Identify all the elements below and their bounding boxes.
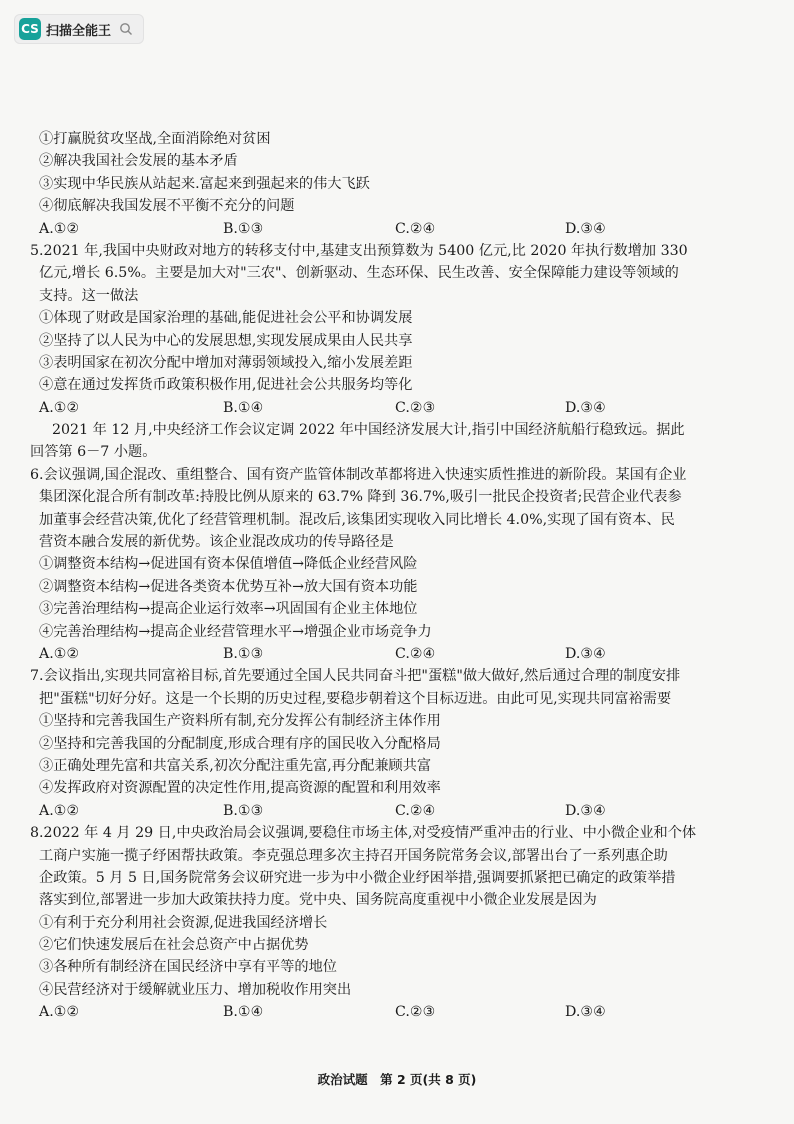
- answer-option: A.①②: [39, 399, 80, 416]
- text-line: ①调整资本结构→促进国有资本保值增值→降低企业经营风险: [39, 556, 418, 573]
- text-line: 工商户实施一揽子纾困帮扶政策。李克强总理多次主持召开国务院常务会议,部署出台了一系列惠企助: [39, 847, 668, 864]
- answer-options: [30, 1001, 774, 1023]
- text-line: ②解决我国社会发展的基本矛盾: [39, 153, 238, 170]
- answer-options: [30, 800, 774, 822]
- text-line: 支持。这一做法: [39, 287, 139, 304]
- text-line: 7.会议指出,实现共同富裕目标,首先要通过全国人民共同奋斗把"蛋糕"做大做好,然后通过合理的制度安排: [30, 668, 681, 685]
- text-line: 营资本融合发展的新优势。该企业混改成功的传导路径是: [39, 534, 394, 551]
- text-line: 8.2022 年 4 月 29 日,中央政治局会议强调,要稳住市场主体,对受疫情严重冲击的行业、中小微企业和个体: [30, 825, 697, 842]
- text-line: ①打赢脱贫攻坚战,全面消除绝对贫困: [39, 131, 271, 147]
- exam-content: [30, 128, 774, 1024]
- text-line: ③各种所有制经济在国民经济中享有平等的地位: [39, 959, 337, 976]
- answer-option: B.①④: [223, 399, 264, 416]
- text-line: ④民营经济对于缓解就业压力、增加税收作用突出: [39, 981, 352, 998]
- text-line: ④完善治理结构→提高企业经营管理水平→增强企业市场竞争力: [39, 623, 432, 640]
- answer-option: C.②④: [395, 802, 436, 819]
- text-line: ①坚持和完善我国生产资料所有制,充分发挥公有制经济主体作用: [39, 713, 441, 730]
- answer-options: [30, 397, 774, 419]
- answer-option: A.①②: [39, 1004, 80, 1021]
- text-line: ④彻底解决我国发展不平衡不充分的问题: [39, 198, 295, 215]
- text-line: ②调整资本结构→促进各类资本优势互补→放大国有资本功能: [39, 578, 418, 595]
- text-line: 集团深化混合所有制改革:持股比例从原来的 63.7% 降到 36.7%,吸引一批民企投资者;民营企业代表参: [39, 489, 682, 506]
- text-line: 落实到位,部署进一步加大政策扶持力度。党中央、国务院高度重视中小微企业发展是因为: [39, 892, 597, 909]
- text-line: ③完善治理结构→提高企业运行效率→巩固国有企业主体地位: [39, 601, 418, 618]
- text-line: ③正确处理先富和共富关系,初次分配注重先富,再分配兼顾共富: [39, 757, 432, 774]
- text-line: ①体现了财政是国家治理的基础,能促进社会公平和协调发展: [39, 310, 413, 327]
- text-line: 5.2021 年,我国中央财政对地方的转移支付中,基建支出预算数为 5400 亿元,比 2020 年执行数增加 330: [30, 242, 688, 259]
- answer-option: A.①②: [39, 220, 80, 237]
- answer-option: D.③④: [565, 1004, 606, 1021]
- answer-option: D.③④: [565, 645, 606, 662]
- answer-option: A.①②: [39, 645, 80, 662]
- answer-options: [30, 643, 774, 665]
- answer-option: B.①③: [223, 220, 264, 237]
- text-line: 6.会议强调,国企混改、重组整合、国有资产监管体制改革都将进入快速实质性推进的新阶段。某国有企业: [30, 466, 687, 483]
- answer-options: [30, 218, 774, 240]
- text-line: ③实现中华民族从站起来.富起来到强起来的伟大飞跃: [39, 175, 370, 192]
- answer-option: B.①③: [223, 802, 264, 819]
- text-line: ①有利于充分利用社会资源,促进我国经济增长: [39, 914, 328, 931]
- answer-option: D.③④: [565, 399, 606, 416]
- search-icon[interactable]: [119, 22, 133, 36]
- answer-option: C.②④: [395, 220, 436, 237]
- answer-option: C.②④: [395, 645, 436, 662]
- text-line: ③表明国家在初次分配中增加对薄弱领域投入,缩小发展差距: [39, 354, 413, 371]
- text-line: ②它们快速发展后在社会总资产中占据优势: [39, 937, 309, 954]
- text-line: ④发挥政府对资源配置的决定性作用,提高资源的配置和利用效率: [39, 780, 441, 797]
- page-footer: 政治试题 第 2 页(共 8 页): [317, 1072, 477, 1087]
- text-line: 把"蛋糕"切好分好。这是一个长期的历史过程,要稳步朝着这个目标迈进。由此可见,实现共同富裕需要: [39, 690, 672, 707]
- text-line: ②坚持和完善我国的分配制度,形成合理有序的国民收入分配格局: [39, 735, 441, 752]
- text-line: 企政策。5 月 5 日,国务院常务会议研究进一步为中小微企业纾困举措,强调要抓紧把已确定的政策举措: [39, 869, 676, 886]
- cs-logo: CS: [19, 18, 41, 40]
- text-line: 回答第 6－7 小题。: [30, 444, 157, 461]
- answer-option: C.②③: [395, 399, 436, 416]
- answer-option: D.③④: [565, 220, 606, 237]
- answer-option: A.①②: [39, 802, 80, 819]
- scanner-app-name: 扫描全能王: [46, 23, 112, 39]
- text-line: 亿元,增长 6.5%。主要是加大对"三农"、创新驱动、生态环保、民生改善、安全保障能力建设等领域的: [39, 265, 679, 282]
- answer-option: D.③④: [565, 802, 606, 819]
- text-line: 2021 年 12 月,中央经济工作会议定调 2022 年中国经济发展大计,指引中国经济航船行稳致远。据此: [52, 422, 685, 439]
- answer-option: B.①③: [223, 645, 264, 662]
- answer-option: B.①④: [223, 1004, 264, 1021]
- text-line: ④意在通过发挥货币政策积极作用,促进社会公共服务均等化: [39, 377, 413, 394]
- scanner-app-badge[interactable]: [14, 14, 144, 44]
- text-line: ②坚持了以人民为中心的发展思想,实现发展成果由人民共享: [39, 332, 413, 349]
- answer-option: C.②③: [395, 1004, 436, 1021]
- text-line: 加董事会经营决策,优化了经营管理机制。混改后,该集团实现收入同比增长 4.0%,实现了国有资本、民: [39, 511, 675, 528]
